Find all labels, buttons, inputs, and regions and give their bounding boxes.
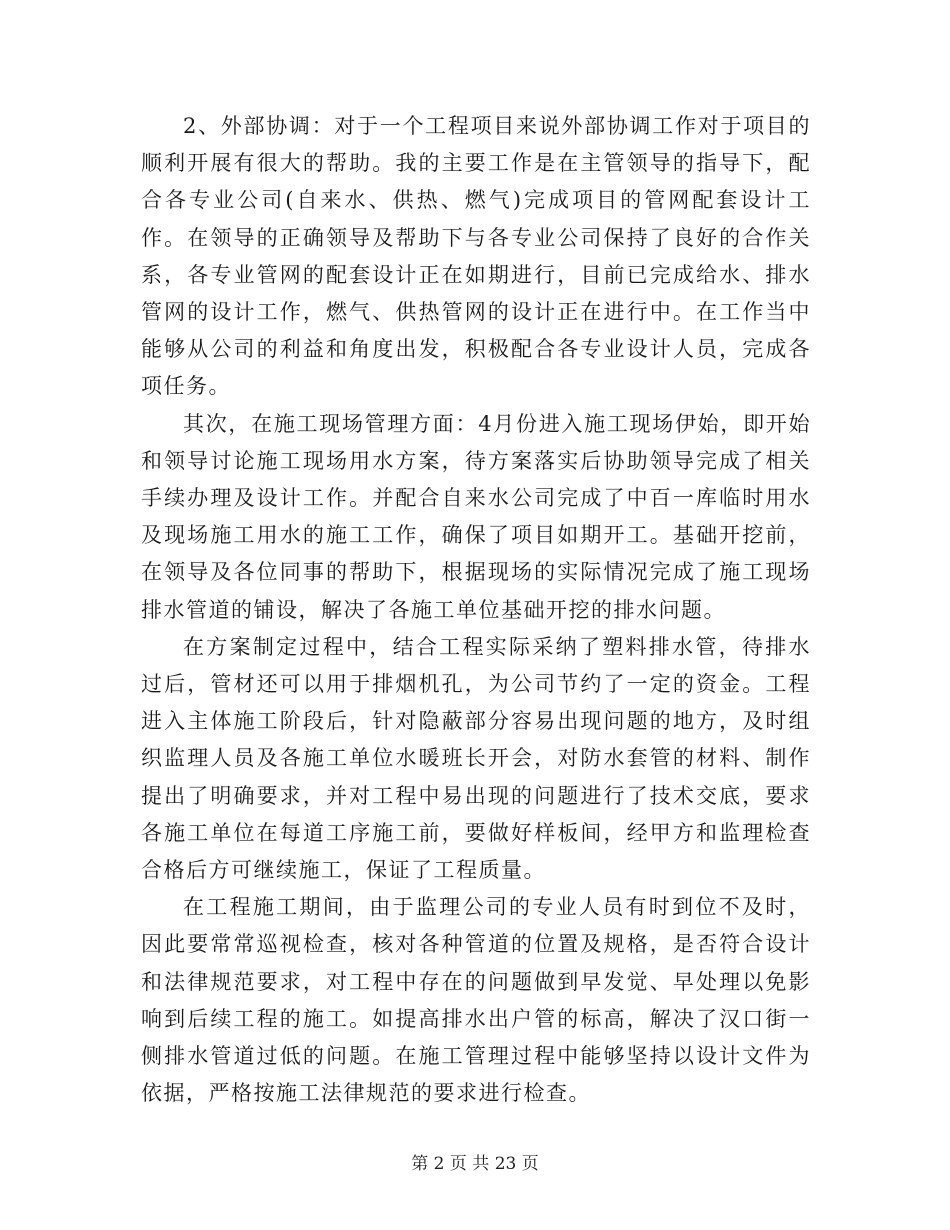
paragraph-plan-formulation: 在方案制定过程中，结合工程实际采纳了塑料排水管，待排水过后，管材还可以用于排烟机孔，为公司节约了一定的资金。工程进入主体施工阶段后，针对隐蔽部分容易出现问题的地方，及时组织监理人员及各施工单位水暖班长开会，对防水套管的材料、制作提出了明确要求，并对工程中易出现的问题进行了技术交底，要求各施工单位在每道工序施工前，要做好样板间，经甲方和监理检查合格后方可继续施工，保证了工程质量。 <box>141 634 811 883</box>
page-number-footer: 第 2 页 共 23 页 <box>411 1154 539 1174</box>
document-body <box>141 108 811 1112</box>
paragraph-construction-period: 在工程施工期间，由于监理公司的专业人员有时到位不及时，因此要常常巡视检查，核对各种管道的位置及规格，是否符合设计和法律规范要求，对工程中存在的问题做到早发觉、早处理以免影响到后续工程的施工。如提高排水出户管的标高，解决了汉口街一侧排水管道过低的问题。在施工管理过程中能够坚持以设计文件为依据，严格按施工法律规范的要求进行检查。 <box>141 895 811 1106</box>
paragraph-external-coordination: 2、外部协调：对于一个工程项目来说外部协调工作对于项目的顺利开展有很大的帮助。我的主要工作是在主管领导的指导下，配合各专业公司(自来水、供热、燃气)完成项目的管网配套设计工作。在领导的正确领导及帮助下与各专业公司保持了良好的合作关系，各专业管网的配套设计正在如期进行，目前已完成给水、排水管网的设计工作，燃气、供热管网的设计正在进行中。在工作当中能够从公司的利益和角度出发，积极配合各专业设计人员，完成各项任务。 <box>141 114 811 399</box>
paragraph-site-management: 其次，在施工现场管理方面：4月份进入施工现场伊始，即开始和领导讨论施工现场用水方案，待方案落实后协助领导完成了相关手续办理及设计工作。并配合自来水公司完成了中百一库临时用水及现场施工用水的施工工作，确保了项目如期开工。基础开挖前，在领导及各位同事的帮助下，根据现场的实际情况完成了施工现场排水管道的铺设，解决了各施工单位基础开挖的排水问题。 <box>141 411 811 622</box>
